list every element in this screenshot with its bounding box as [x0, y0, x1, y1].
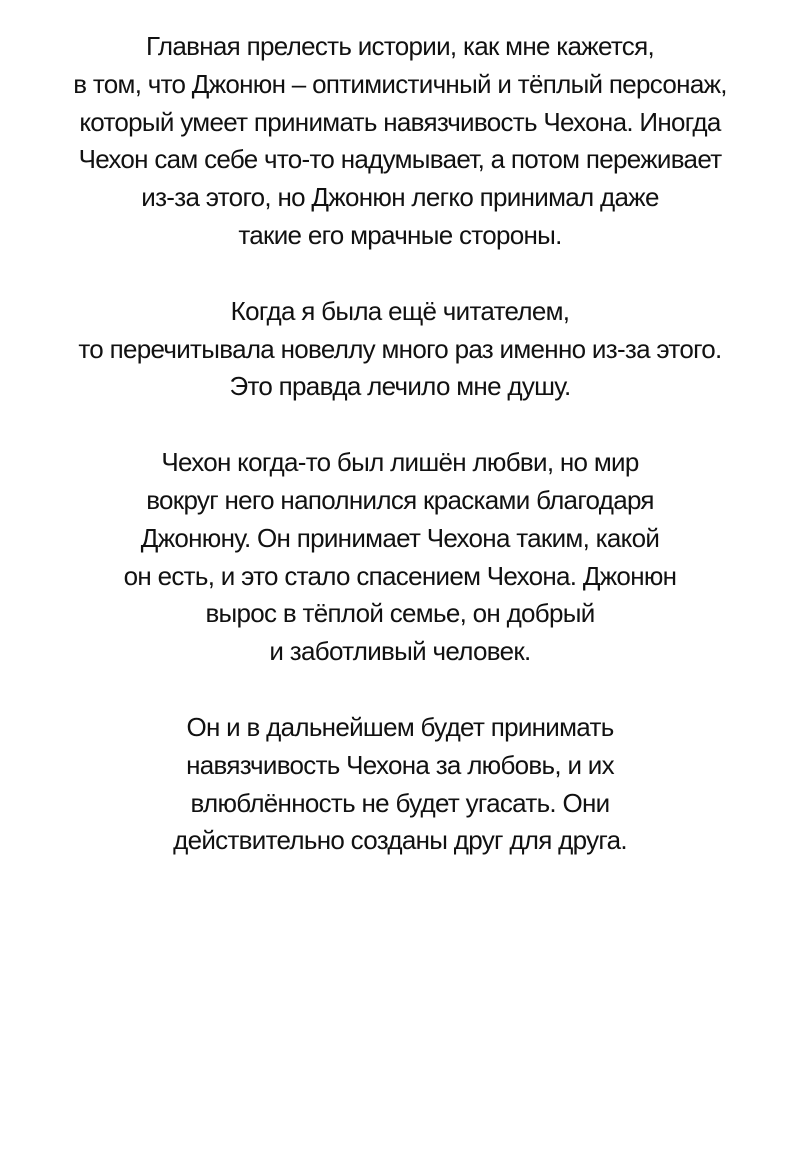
text-line: то перечитывала новеллу много раз именно из-за этого. [78, 333, 722, 364]
text-line: Джонюну. Он принимает Чехона таким, какой [140, 522, 660, 553]
text-line: Он и в дальнейшем будет принимать [186, 711, 614, 742]
paragraph-2 [0, 293, 800, 406]
document-text [0, 28, 800, 898]
text-line: из-за этого, но Джонюн легко принимал даже [141, 182, 659, 213]
text-line: в том, что Джонюн – оптимистичный и тёплый персонаж, [73, 68, 727, 99]
text-line: Главная прелесть истории, как мне кажется, [145, 31, 655, 61]
text-line: Чехон сам себе что-то надумывает, а потом переживает [78, 144, 722, 175]
text-line: действительно созданы друг для друга. [173, 825, 627, 856]
paragraph-1 [0, 28, 800, 255]
text-line: навязчивость Чехона за любовь, и их [186, 749, 614, 780]
text-line: вырос в тёплой семье, он добрый [205, 598, 595, 629]
text-line: Когда я была ещё читателем, [230, 295, 570, 326]
text-line: влюблённость не будет угасать. Они [190, 787, 610, 818]
paragraph-3 [0, 444, 800, 671]
text-line: Чехон когда-то был лишён любви, но мир [161, 447, 639, 478]
paragraph-4 [0, 709, 800, 860]
text-line: Это правда лечило мне душу. [229, 371, 571, 402]
text-line: он есть, и это стало спасением Чехона. Джонюн [123, 560, 677, 591]
text-line: и заботливый человек. [269, 636, 531, 667]
text-line: вокруг него наполнился красками благодаря [146, 484, 654, 515]
text-line: который умеет принимать навязчивость Чехона. Иногда [79, 106, 721, 137]
text-line: такие его мрачные стороны. [238, 219, 562, 250]
